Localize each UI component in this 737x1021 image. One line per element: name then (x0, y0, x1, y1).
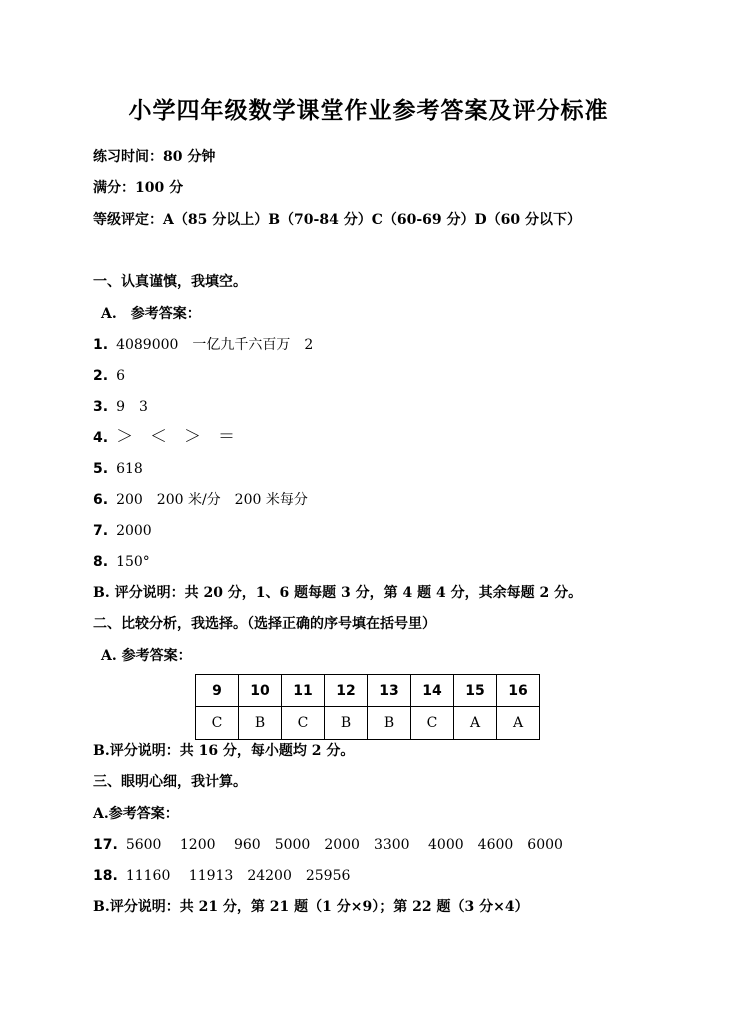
section-2-answer-label: A. 参考答案： (101, 648, 192, 664)
answer-cell: B (239, 707, 282, 740)
answer-number: 4. (93, 430, 109, 446)
answer-text: 11160 11913 24200 25956 (125, 868, 351, 884)
section-2-heading: 二、比较分析，我选择。（选择正确的序号填在括号里） (93, 616, 436, 632)
section-1-heading: 一、认真谨慎，我填空。 (93, 274, 247, 290)
page-title: 小学四年级数学课堂作业参考答案及评分标准 (128, 98, 609, 124)
answer-number: 3. (93, 399, 109, 415)
question-number-cell: 10 (239, 675, 282, 707)
section-1-scoring: B. 评分说明：共 20 分，1、6 题每题 3 分，第 4 题 4 分，其余每题 2 分。 (93, 585, 583, 601)
section-3-scoring: B.评分说明：共 21 分，第 21 题（1 分×9）；第 22 题（3 分×4） (93, 899, 529, 915)
answer-cell: B (325, 707, 368, 740)
answer-item-4 (93, 428, 235, 447)
grading-levels: 等级评定：A（85 分以上）B（70-84 分）C（60-69 分）D（60 分以下） (93, 212, 581, 228)
question-number-cell: 11 (282, 675, 325, 707)
answer-number: 8. (93, 554, 109, 570)
question-number-cell: 13 (368, 675, 411, 707)
answer-item-17 (93, 836, 563, 854)
answer-item-18 (93, 867, 350, 885)
answer-text: 9 3 (116, 399, 148, 415)
answer-cell: A (497, 707, 540, 740)
answer-item-3 (93, 398, 148, 416)
section-1-answer-label: A. 参考答案： (101, 306, 201, 322)
answer-cell: A (454, 707, 497, 740)
question-number-cell: 16 (497, 675, 540, 707)
section-3-answer-label: A.参考答案： (93, 806, 179, 822)
exercise-time: 练习时间：80 分钟 (93, 149, 216, 165)
answer-text: 5600 1200 960 5000 2000 3300 4000 4600 6000 (125, 837, 563, 853)
choice-answer-table (195, 674, 540, 740)
answer-text: 150° (116, 554, 150, 570)
answer-item-1 (93, 336, 313, 354)
section-2-scoring: B.评分说明：共 16 分，每小题均 2 分。 (93, 743, 355, 759)
answer-item-5 (93, 460, 143, 478)
answer-number: 1. (93, 337, 109, 353)
answer-number: 6. (93, 492, 109, 508)
answer-number: 5. (93, 461, 109, 477)
full-score: 满分：100 分 (93, 180, 184, 196)
question-number-cell: 14 (411, 675, 454, 707)
answer-cell: C (196, 707, 239, 740)
answer-number: 17. (93, 837, 118, 853)
answer-text: ＞ ＜ ＞ ＝ (116, 427, 236, 447)
question-number-cell: 9 (196, 675, 239, 707)
answer-number: 7. (93, 523, 109, 539)
answer-item-6 (93, 491, 308, 509)
answer-item-7 (93, 522, 152, 540)
answer-text: 4089000 一亿九千六百万 2 (116, 337, 314, 353)
section-3-heading: 三、眼明心细，我计算。 (93, 774, 247, 790)
answer-number: 2. (93, 368, 109, 384)
answer-cell: B (368, 707, 411, 740)
answer-text: 200 200 米/分 200 米每分 (116, 492, 308, 508)
answer-text: 618 (116, 461, 143, 477)
answer-item-8 (93, 553, 150, 571)
answer-text: 2000 (116, 523, 152, 539)
answer-text: 6 (116, 368, 125, 384)
answer-row (196, 707, 540, 740)
question-number-cell: 12 (325, 675, 368, 707)
answer-cell: C (282, 707, 325, 740)
question-number-cell: 15 (454, 675, 497, 707)
answer-item-2 (93, 367, 125, 385)
answer-number: 18. (93, 868, 118, 884)
question-number-row (196, 675, 540, 707)
answer-cell: C (411, 707, 454, 740)
